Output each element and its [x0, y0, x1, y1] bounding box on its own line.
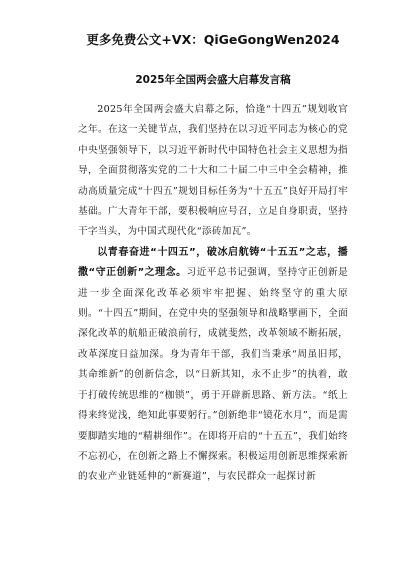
promo-banner: 更多免费公文+VX：QiGeGongWen2024: [86, 32, 340, 47]
document-title: 2025年全国两会盛大启幕发言稿: [135, 74, 291, 86]
paragraph-2-heading: 以青春奋进“十四五”，破冰启航铸“十五五”之志，播撒“守正创新”之理念。: [78, 246, 348, 279]
paragraph-2: [78, 243, 348, 488]
paragraph-2-text: 习近平总书记强调，坚持守正创新是进一步全面深化改革必须牢牢把握、始终坚守的重大原则。“十四五”期间，在党中央的坚强领导和战略擘画下，全面深化改革的航船正破浪前行，成就斐然，改革领域不断拓展，改革深度日益加深。身为青年干部，我们当秉承“周虽旧邦，其命维新”的创新信念，以“日新其知，永不止步”的执着，敢于打破传统思维的“枷锁”，勇于开辟新思路、新方法。“纸上得来终觉浅，绝知此事要躬行。”创新绝非“镜花水月”，而是需要脚踏实地的“精耕细作”。在即将开启的“十五五”，我们始终不忘初心，在创新之路上不懈探索。积极运用创新思维探索新的农业产业链延伸的“新赛道”，与农民群众一起探讨新: [78, 267, 348, 483]
paragraph-1: [78, 100, 348, 243]
paragraph-1-text: 2025年全国两会盛大启幕之际，恰逢“十四五”规划收官之年。在这一关键节点，我们坚持在以习近平同志为核心的党中央坚强领导下，以习近平新时代中国特色社会主义思想为指导，全面贯彻落实党的二十大和二十届二中三中全会精神，推动高质量完成“十四五”规划目标任务为“十五五”良好开局打牢基础。广大青年干部，要积极响应号召，立足自身职责，坚持干字当头，为中国式现代化“添砖加瓦”。: [78, 104, 348, 238]
